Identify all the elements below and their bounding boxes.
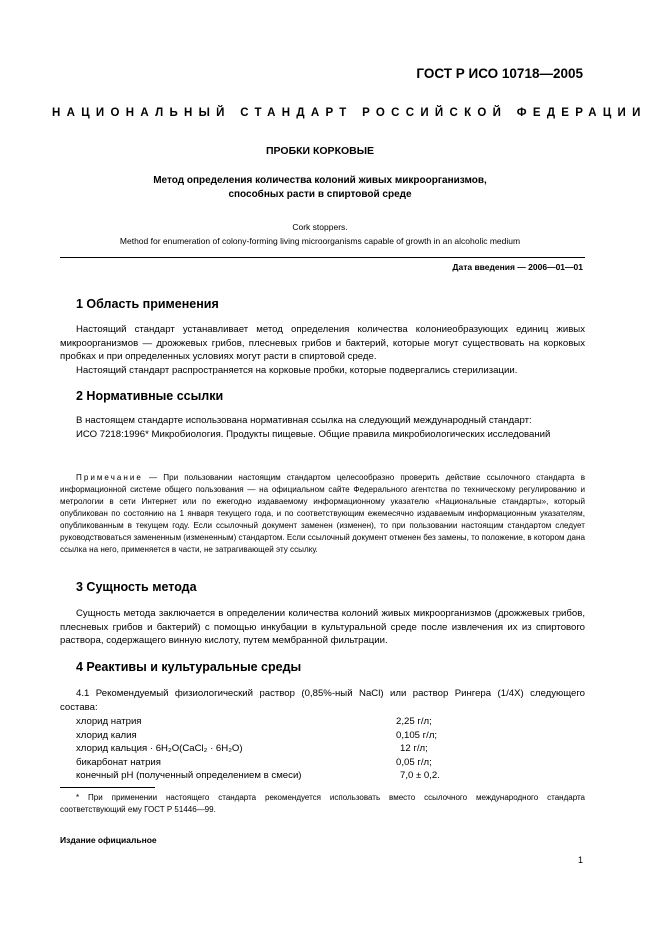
title-english-line-1: Cork stoppers. [292, 222, 348, 232]
subtitle-line-1: Метод определения количества колоний живых микроорганизмов, [153, 175, 487, 186]
footnote: * При применении настоящего стандарта рекомендуется использовать вместо ссылочного международного стандарта соответствующий ему ГОСТ Р 51446—99. [60, 793, 585, 814]
subtitle-line-2: способных расти в спиртовой среде [228, 189, 412, 200]
section-3-heading: 3 Сущность метода [76, 580, 197, 594]
component-value: 2,25 г/л; [396, 716, 432, 727]
section-2-body [60, 414, 585, 441]
document-number: ГОСТ Р ИСО 10718—2005 [416, 66, 583, 81]
page-number: 1 [577, 855, 583, 865]
table-row [76, 756, 440, 770]
footnote-divider [60, 787, 155, 788]
edition-label: Издание официальное [60, 835, 157, 845]
component-value: 7,0 ± 0,2. [400, 770, 440, 782]
table-row [76, 729, 440, 743]
component-name: хлорид калия [76, 729, 137, 741]
section-4-body [60, 687, 585, 714]
component-name: хлорид кальция · 6H₂O(CaCl₂ · 6H₂O) [76, 743, 243, 755]
table-row [76, 715, 440, 729]
section-3-paragraph-1: Сущность метода заключается в определении количества колоний живых микроорганизмов (дрожжевых грибов, плесневых грибов и бактерий) с помощью инкубации в культуральной среде после извлечения их из спиртового раствора, содержащего винную кислоту, путем мембранной фильтрации. [60, 608, 585, 646]
section-1-paragraph-1: Настоящий стандарт устанавливает метод определения количества колониеобразующих единиц живых микроорганизмов — дрожжевых грибов, плесневых грибов и бактерий, которые могут существовать на корковых пробках и при определенных условиях могут расти в спиртовой среде. [60, 324, 585, 362]
component-name: хлорид натрия [76, 716, 142, 727]
section-3-body [60, 607, 585, 648]
note-text: — При пользовании настоящим стандартом целесообразно проверить действие ссылочного стандарта в информационной системе общего пользования — на официальном сайте Федерального агентства по техническому регулированию и метрологии в сети Интернет или по ежегодно издаваемому информационному указателю «Национальные стандарты», который опубликован по состоянию на 1 января текущего года, и по соответствующим ежемесячно издаваемым информационным указателям, опубликованным в текущем году. Если ссылочный документ заменен (изменен), то при пользовании настоящим стандартом следует руководствоваться замененным (измененным) стандартом. Если ссылочный документ отменен без замены, то положение, в котором дана ссылка на него, применяется в части, не затрагивающей эту ссылку. [60, 473, 585, 554]
table-row [76, 769, 440, 783]
section-2-reference: ИСО 7218:1996* Микробиология. Продукты пищевые. Общие правила микробиологических исследований [76, 428, 551, 440]
component-value: 0,05 г/л; [396, 756, 432, 768]
note-label: Примечание [76, 473, 143, 482]
component-name: бикарбонат натрия [76, 756, 161, 768]
divider-line [60, 257, 585, 258]
section-2-note [60, 472, 585, 556]
component-value: 0,105 г/л; [396, 729, 438, 741]
section-2-heading: 2 Нормативные ссылки [76, 389, 224, 403]
component-value: 12 г/л; [400, 743, 428, 755]
title-russian: ПРОБКИ КОРКОВЫЕ [265, 145, 375, 157]
section-4-paragraph-1: 4.1 Рекомендуемый физиологический раствор (0,85%-ный NaCl) или раствор Рингера (1/4X) следующего состава: [60, 688, 585, 713]
section-4-heading: 4 Реактивы и культуральные среды [76, 660, 302, 674]
section-1-paragraph-2: Настоящий стандарт распространяется на корковые пробки, которые подвергались стерилизации. [76, 364, 518, 376]
national-standard-banner: НАЦИОНАЛЬНЫЙ СТАНДАРТ РОССИЙСКОЙ ФЕДЕРАЦИИ [52, 107, 647, 119]
section-1-heading: 1 Область применения [76, 297, 219, 311]
section-1-body [60, 323, 585, 377]
section-2-paragraph-1: В настоящем стандарте использована нормативная ссылка на следующий международный стандарт: [76, 415, 532, 426]
introduction-date: Дата введения — 2006—01—01 [452, 262, 583, 272]
subtitle-russian [50, 174, 590, 202]
title-english-line-2: Method for enumeration of colony-forming living microorganisms capable of growth in an alcoholic medium [119, 236, 521, 246]
composition-table [76, 715, 440, 783]
table-row [76, 742, 440, 756]
title-english [50, 220, 590, 248]
component-name: конечный pH (полученный определением в смеси) [76, 770, 302, 782]
